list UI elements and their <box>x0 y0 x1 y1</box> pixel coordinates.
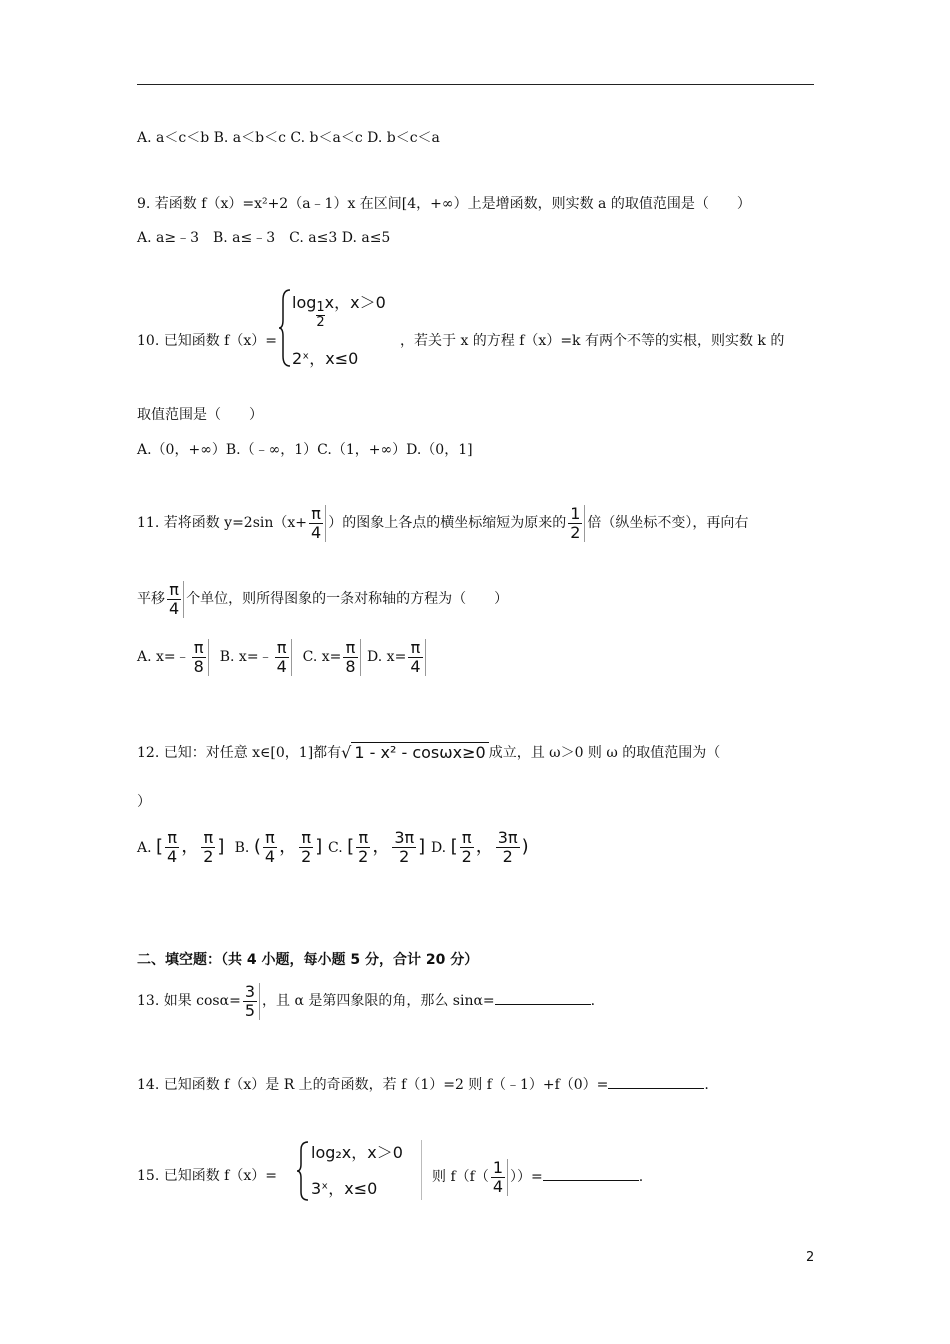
q12-sqrt-expr: √ 1 - x² - cosωx≥0 <box>341 732 489 774</box>
q15-brace <box>296 1140 310 1202</box>
q12-stem: 12. 已知：对任意 x∈[0，1]都有√ 1 - x² - cosωx≥0 成立，且 ω＞0 则 ω 的取值范围为（ <box>137 732 720 774</box>
q13-answer-blank <box>495 990 591 1005</box>
q15-divider <box>421 1140 422 1200</box>
page-number: 2 <box>806 1250 815 1265</box>
q10-stem-start: 10. 已知函数 f（x）= <box>137 333 277 349</box>
q15-piece-2: 3ˣ，x≤0 <box>311 1179 378 1198</box>
q12-opt-b: ( $\frac{\pi}{4}$ ， $\frac{\pi}{2}$ ] <box>253 827 323 866</box>
q11-frac-pi-4: $\frac{\pi}{4}$ <box>309 505 326 542</box>
q11-frac-half: $\frac{1}{2}$ <box>568 505 585 542</box>
q13-stem: 13. 如果 cosα= $\frac{3}{5}$ ，且 α 是第四象限的角，那么 sinα= . <box>137 981 596 1020</box>
q10-stem-cont: 取值范围是（ ） <box>137 407 263 423</box>
q12-options: A. [ $\frac{\pi}{4}$ ， $\frac{\pi}{2}$ ] B. ( $\frac{\pi}{4}$ ， $\frac{\pi}{2}$ ] C. [ $\frac{\pi}{2}$ ， $\frac{3\pi}{2}$ ] D. [ $\frac{\pi}{2}$ ， $\frac{3\pi}{2}$ ) <box>137 827 529 866</box>
section-2-title: 二、填空题：（共 4 小题，每小题 5 分，合计 20 分） <box>137 952 479 968</box>
q11-frac-shift: $\frac{\pi}{4}$ <box>167 581 184 618</box>
q12-stem-close: ） <box>137 794 151 810</box>
q12-opt-a: [ $\frac{\pi}{4}$ ， $\frac{\pi}{2}$ ] <box>156 827 225 866</box>
q10-options: A.（0，+∞）B.（﹣∞，1）C.（1，+∞）D.（0，1] <box>137 442 473 458</box>
q9-options: A. a≥﹣3 B. a≤﹣3 C. a≤3 D. a≤5 <box>137 230 391 246</box>
q11-line2: 平移 $\frac{\pi}{4}$ 个单位，则所得图象的一条对称轴的方程为（ ） <box>137 579 509 618</box>
q11-stem: 11. 若将函数 y=2sin（x+ $\frac{\pi}{4}$ ）的图象上各点的横坐标缩短为原来的 $\frac{1}{2}$ 倍（纵坐标不变），再向右 <box>137 503 749 542</box>
q9-stem: 9. 若函数 f（x）=x²+2（a﹣1）x 在区间[4，+∞）上是增函数，则实数 a 的取值范围是（ ） <box>137 196 751 212</box>
q14-answer-blank <box>608 1074 704 1089</box>
q15-piece-1: log₂x，x＞0 <box>311 1143 403 1162</box>
q12-opt-c: [ $\frac{\pi}{2}$ ， $\frac{3\pi}{2}$ ] <box>347 827 426 866</box>
q15-stem-b: 则 f（f（ $\frac{1}{4}$ ））= . <box>432 1157 644 1196</box>
q14-stem: 14. 已知函数 f（x）是 R 上的奇函数，若 f（1）=2 则 f（﹣1）+f（0）= . <box>137 1074 709 1095</box>
q8-options: A. a＜c＜b B. a＜b＜c C. b＜a＜c D. b＜c＜a <box>137 130 440 146</box>
q10-stem-end: ，若关于 x 的方程 f（x）=k 有两个不等的实根，则实数 k 的 <box>400 333 785 349</box>
q11-options: A. x=﹣ $\frac{\pi}{8}$ B. x=﹣ $\frac{\pi}{4}$ C. x= $\frac{\pi}{8}$ D. x= $\frac{\pi}{4}$ <box>137 636 428 678</box>
q15-stem-a: 15. 已知函数 f（x）= <box>137 1168 277 1184</box>
q15-answer-blank <box>543 1166 639 1181</box>
q12-opt-d: [ $\frac{\pi}{2}$ ， $\frac{3\pi}{2}$ ) <box>450 827 529 866</box>
q10-piece-2: 2ˣ，x≤0 <box>292 349 359 368</box>
header-rule <box>137 84 814 85</box>
q10-brace <box>278 288 292 368</box>
q10-piece-1: log $\frac{1}{2}$ x，x＞0 <box>292 293 386 330</box>
